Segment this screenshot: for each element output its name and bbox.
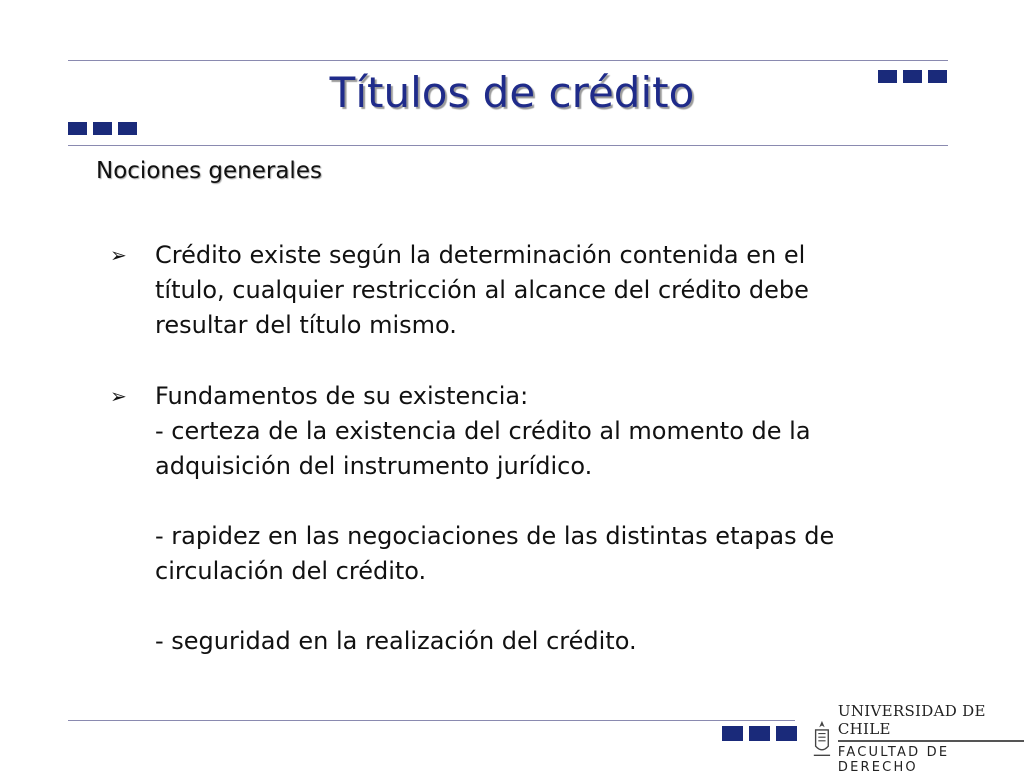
decorative-squares-left — [68, 122, 137, 135]
university-seal-icon — [812, 717, 832, 761]
bullet-text: Fundamentos de su existencia: - certeza de la existencia del crédito al momento de la adquisición del instrumento jurídico. - rapidez en las negociaciones de las distintas etapas de circulación del crédito. - seguridad en la realización del crédito. — [155, 382, 835, 655]
bottom-divider — [68, 720, 795, 721]
faculty-name: FACULTAD DE DERECHO — [837, 745, 950, 775]
arrow-bullet-icon: ➢ — [110, 384, 127, 408]
university-logo — [812, 702, 1024, 775]
title-divider — [68, 145, 948, 146]
bullet-item — [110, 379, 890, 659]
bullet-list — [110, 238, 890, 659]
university-name: UNIVERSIDAD DE CHILE — [837, 702, 986, 738]
arrow-bullet-icon: ➢ — [110, 243, 127, 267]
decorative-squares-bottom — [722, 726, 797, 741]
slide-title: Títulos de crédito — [329, 68, 695, 117]
top-divider — [68, 60, 948, 61]
bullet-item — [110, 238, 890, 343]
slide-subtitle: Nociones generales — [96, 158, 322, 184]
bullet-text: Crédito existe según la determinación contenida en el título, cualquier restricción al alcance del crédito debe resultar del título mismo. — [155, 241, 809, 339]
logo-divider — [838, 740, 1024, 742]
